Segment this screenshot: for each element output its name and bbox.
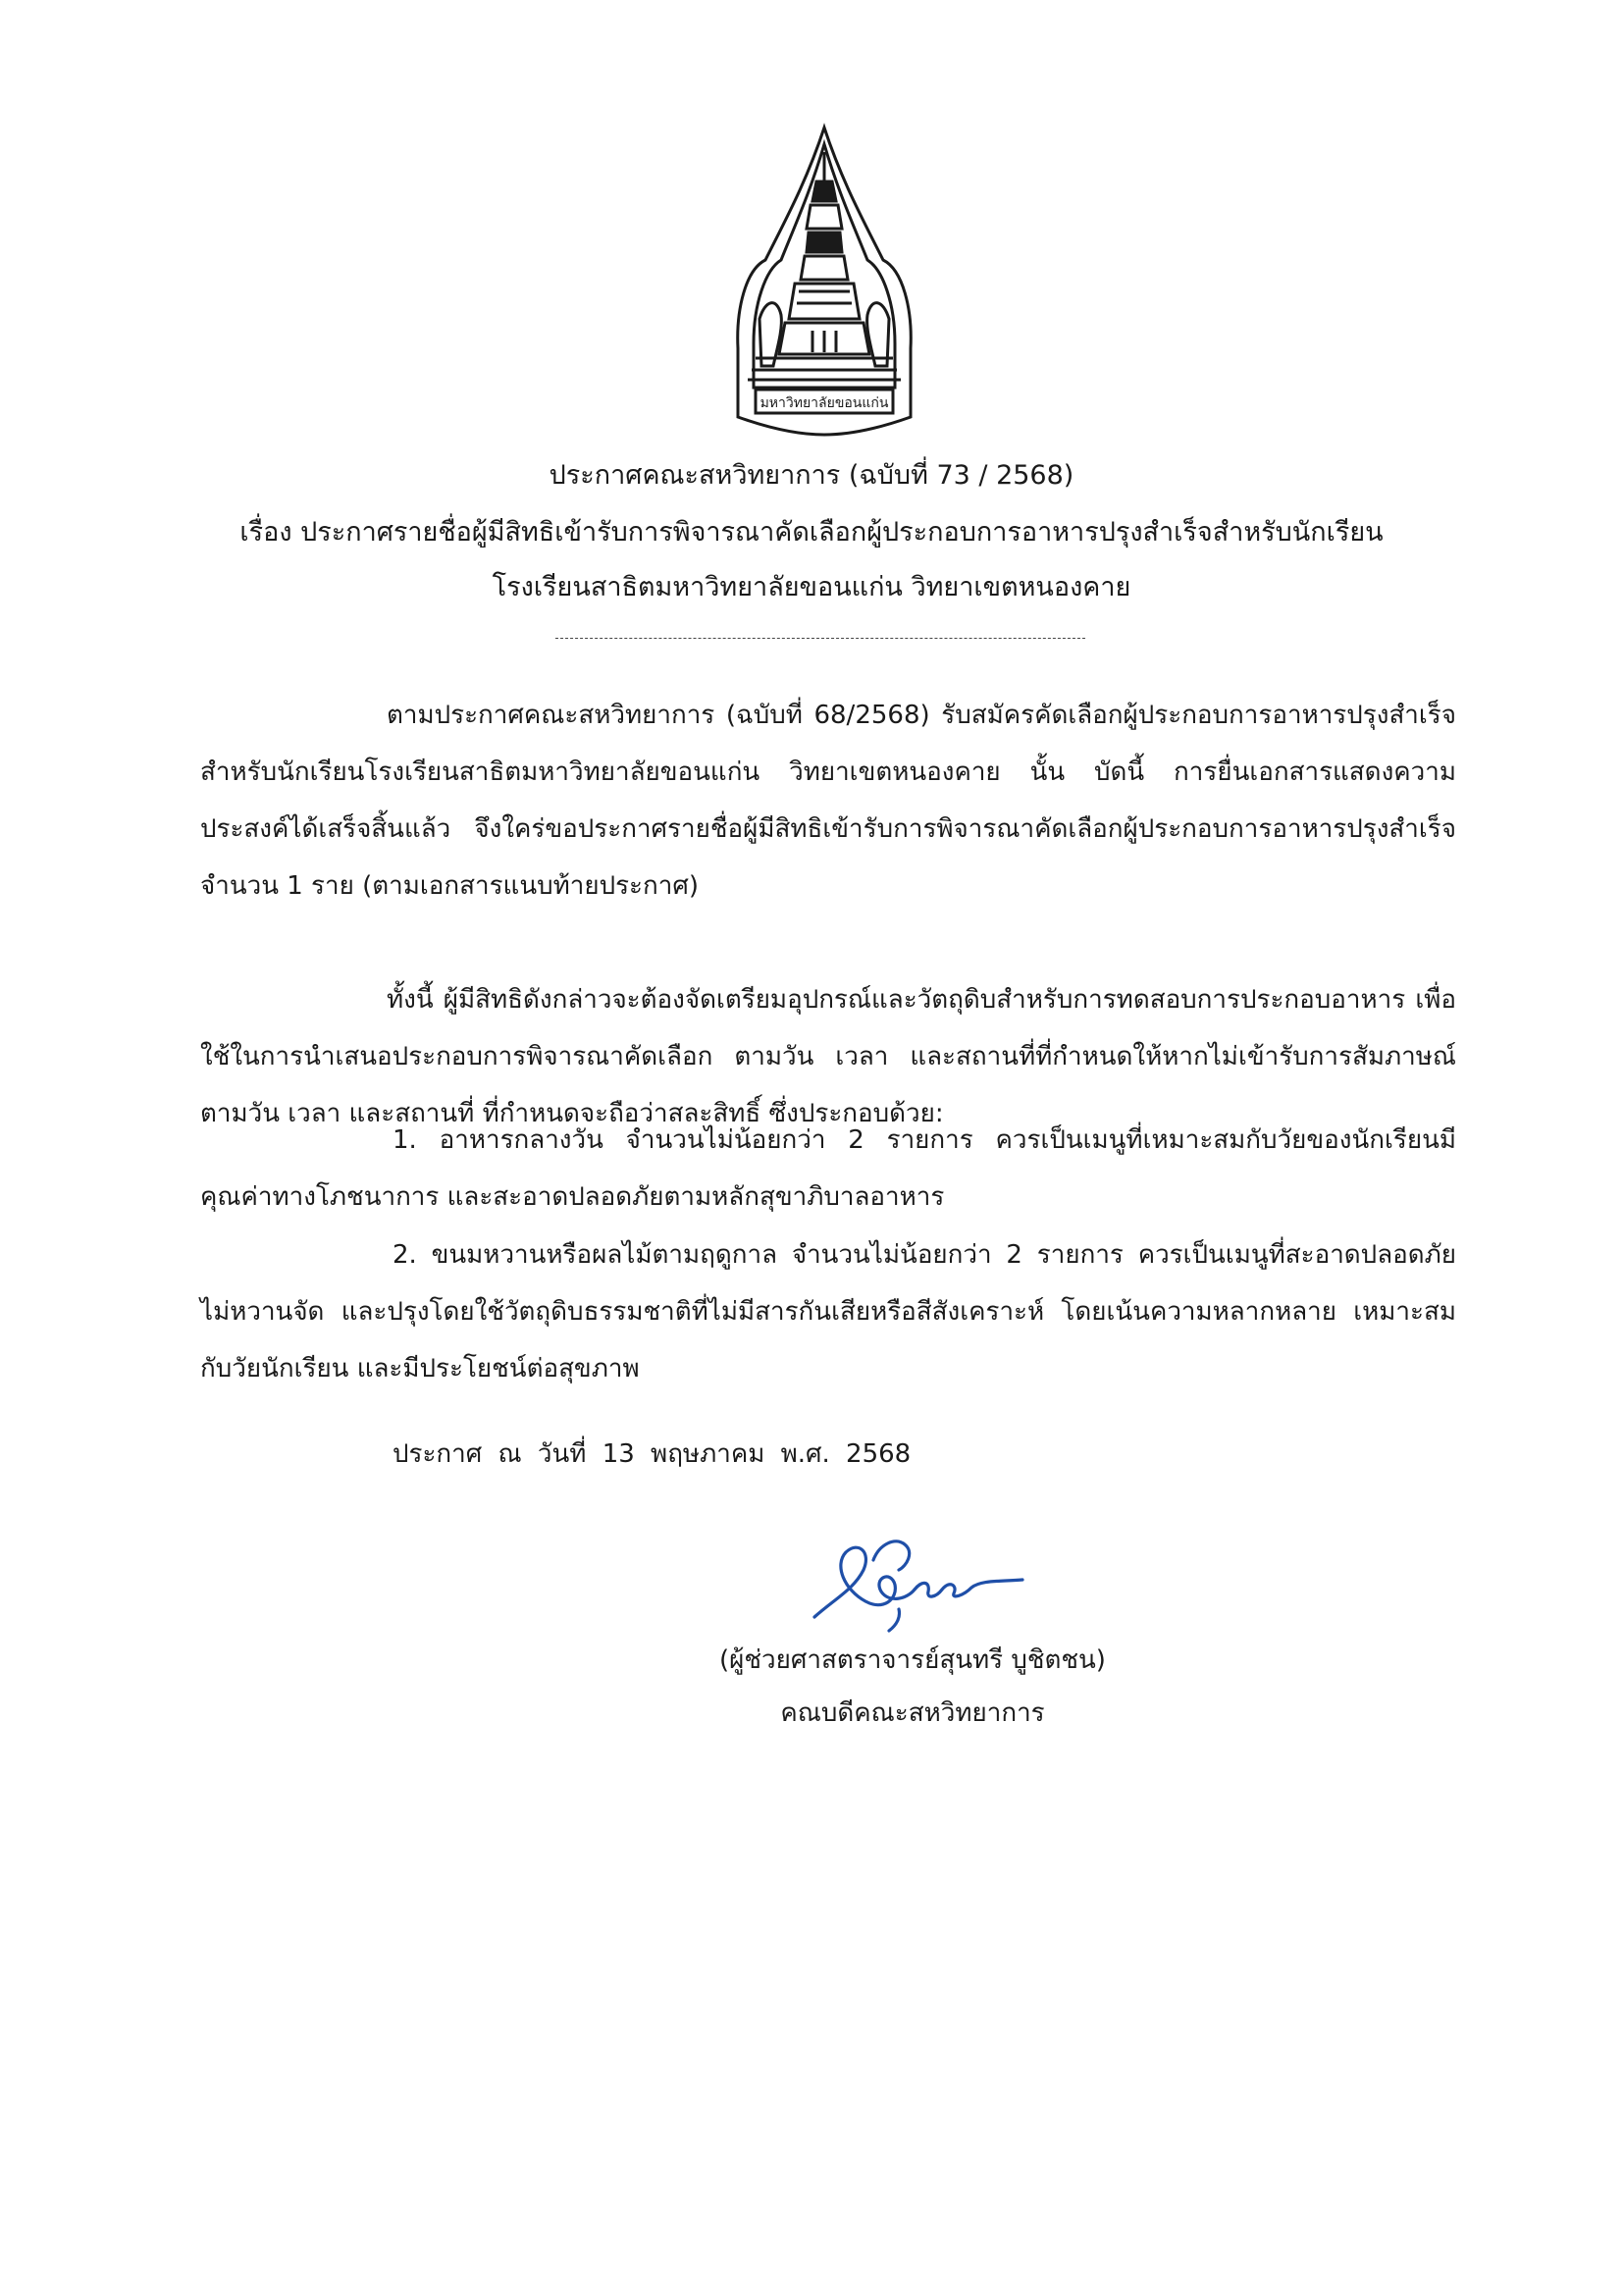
dashed-divider (555, 638, 1085, 639)
university-emblem-icon (726, 123, 922, 437)
paragraph-1 (200, 687, 1456, 914)
announcement-title: ประกาศคณะสหวิทยาการ (ฉบับที่ 73 / 2568) (549, 460, 1074, 491)
subject-line-1: เรื่อง ประกาศรายชื่อผู้มีสิทธิเข้ารับการพิจารณาคัดเลือกผู้ประกอบการอาหารปรุงสำเร็จสำหรับนักเรียน (239, 517, 1384, 548)
list-item-1-text: 1. อาหารกลางวัน จำนวนไม่น้อยกว่า 2 รายการ ควรเป็นเมนูที่เหมาะสมกับวัยของนักเรียนมีคุณค่าทางโภชนาการ และสะอาดปลอดภัยตามหลักสุขาภิบาลอาหาร (200, 1125, 1456, 1212)
signature-icon (805, 1531, 1030, 1639)
signatory-name: (ผู้ช่วยศาสตราจารย์สุนทรี บูชิตชน) (719, 1645, 1106, 1675)
list-item-2-text: 2. ขนมหวานหรือผลไม้ตามฤดูกาล จำนวนไม่น้อยกว่า 2 รายการ ควรเป็นเมนูที่สะอาดปลอดภัย ไม่หวานจัด และปรุงโดยใช้วัตถุดิบธรรมชาติที่ไม่มีสารกันเสียหรือสีสังเคราะห์ โดยเน้นความหลากหลาย เหมาะสมกับวัยนักเรียน และมีประโยชน์ต่อสุขภาพ (200, 1240, 1456, 1383)
list-item (200, 1112, 1456, 1226)
svg-text:มหาวิทยาลัยขอนแก่น: มหาวิทยาลัยขอนแก่น (759, 395, 889, 411)
announcement-date: ประกาศ ณ วันที่ 13 พฤษภาคม พ.ศ. 2568 (393, 1439, 912, 1469)
signatory-position: คณบดีคณะสหวิทยาการ (780, 1698, 1045, 1728)
list-item (200, 1226, 1456, 1397)
paragraph-2-text: ทั้งนี้ ผู้มีสิทธิดังกล่าวจะต้องจัดเตรียมอุปกรณ์และวัตถุดิบสำหรับการทดสอบการประกอบอาหาร เพื่อใช้ในการนำเสนอประกอบการพิจารณาคัดเลือก ตามวัน เวลา และสถานที่ที่กำหนดให้หากไม่เข้ารับการสัมภาษณ์ตามวัน เวลา และสถานที่ ที่กำหนดจะถือว่าสละสิทธิ์ ซึ่งประกอบด้วย: (200, 985, 1456, 1128)
subject-line-2: โรงเรียนสาธิตมหาวิทยาลัยขอนแก่น วิทยาเขตหนองคาย (492, 572, 1131, 602)
paragraph-1-text: ตามประกาศคณะสหวิทยาการ (ฉบับที่ 68/2568) รับสมัครคัดเลือกผู้ประกอบการอาหารปรุงสำเร็จสำหรับนักเรียนโรงเรียนสาธิตมหาวิทยาลัยขอนแก่น วิทยาเขตหนองคาย นั้น บัดนี้ การยื่นเอกสารแสดงความประสงค์ได้เสร็จสิ้นแล้ว จึงใคร่ขอประกาศรายชื่อผู้มีสิทธิเข้ารับการพิจารณาคัดเลือกผู้ประกอบการอาหารปรุงสำเร็จ จำนวน 1 ราย (ตามเอกสารแนบท้ายประกาศ) (200, 701, 1456, 901)
